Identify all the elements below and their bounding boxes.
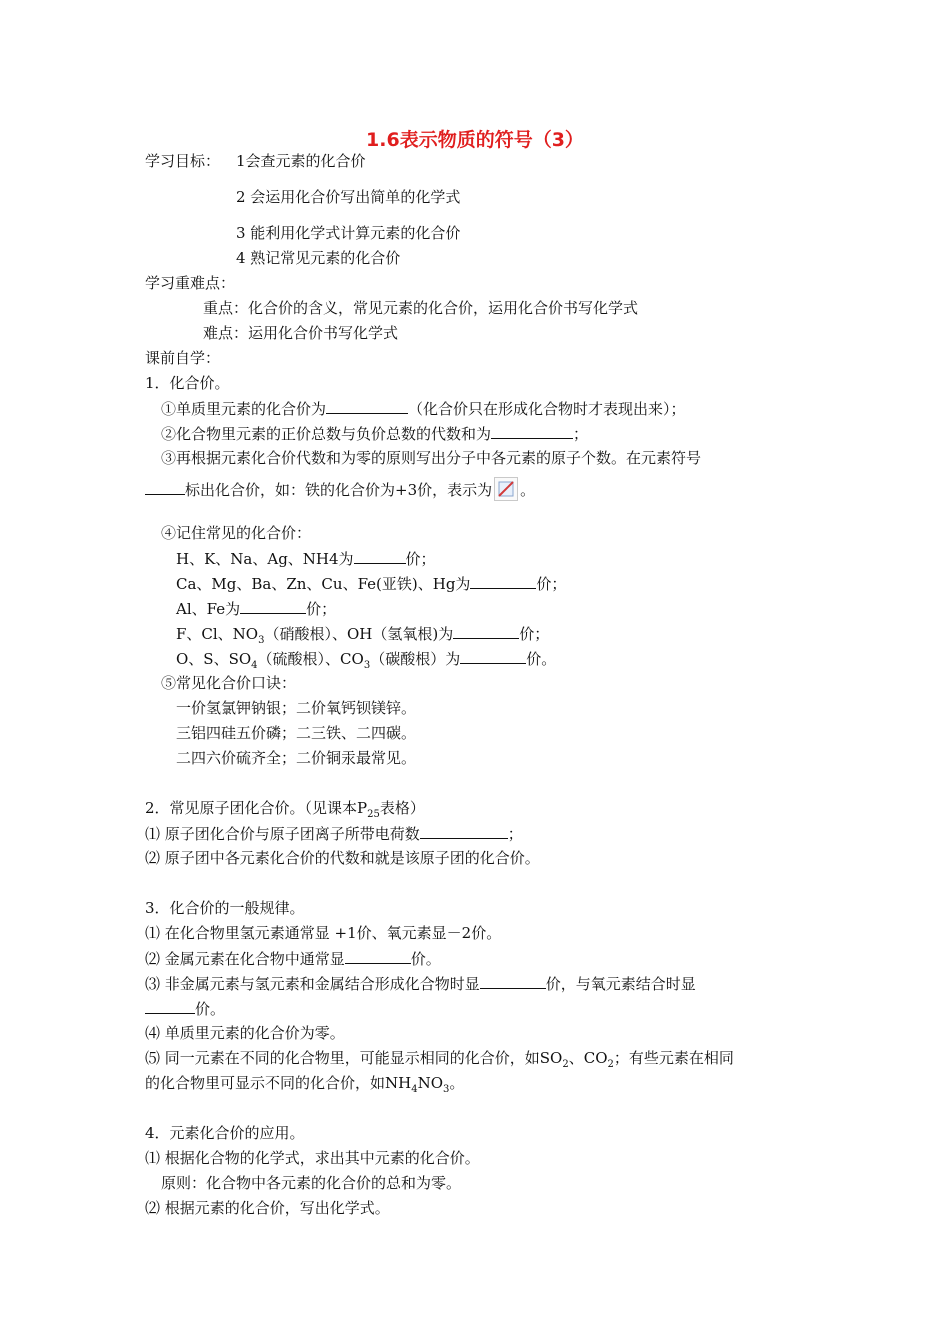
text: （硫酸根）、CO [257,650,364,668]
text: 价，与氧元素结合时显 [545,975,696,993]
paragraph: ⑵ 原子团中各元素化合价的代数和就是该原子团的化合价。 [145,849,540,867]
subscript: 4 [411,1084,418,1095]
section-heading: 3．化合价的一般规律。 [145,899,305,917]
objective-item: 2 会运用化合价写出简单的化学式 [236,188,461,206]
paragraph [145,823,523,844]
text: 价。 [195,1000,226,1018]
answer-blank [470,573,536,589]
subscript: 3 [443,1084,450,1095]
valence-item-3-cont [145,477,535,501]
subscript: 3 [363,660,371,671]
text: （硝酸根）、OH（氢氧根)为 [264,625,454,643]
subscript: 3 [258,635,265,646]
valence-item-3: ③再根据元素化合价代数和为零的原则写出分子中各元素的原子个数。在元素符号 [161,449,702,467]
text: 价。 [410,950,441,968]
valence-item-1 [161,398,686,419]
paragraph [145,1048,734,1075]
objective-item: 3 能利用化学式计算元素的化合价 [236,224,461,242]
answer-blank [491,423,573,439]
broken-image-icon [494,477,518,501]
text: ⑶ 非金属元素与氢元素和金属结合形成化合物时显 [145,975,480,993]
subscript: 2 [562,1059,569,1070]
answer-blank [240,598,306,614]
answer-blank [145,479,185,495]
valence-line-3 [176,598,336,619]
answer-blank [480,973,546,989]
key-points-label: 学习重难点： [145,274,236,292]
paragraph [145,948,441,969]
paragraph-cont [145,998,225,1019]
answer-blank [354,548,406,564]
text: 标出化合价，如：铁的化合价为+3价，表示为 [185,481,493,499]
valence-item-2 [161,423,588,444]
text: 的化合物里可显示不同的化合价，如NH [145,1074,412,1092]
valence-item-4: ④记住常见的化合价： [161,524,312,542]
difficult-point: 难点：运用化合价书写化学式 [203,324,399,342]
text: 价； [519,625,550,643]
rhyme-line: 三铝四硅五价磷；二三铁、二四碳。 [176,724,417,742]
text: 价； [405,550,436,568]
subscript: 4 [251,660,258,671]
rhyme-line: 一价氢氯钾钠银；二价氧钙钡镁锌。 [176,699,417,717]
text: ⑸ 同一元素在不同的化合物里，可能显示相同的化合价，如SO [145,1049,563,1067]
key-point: 重点：化合价的含义，常见元素的化合价，运用化合价书写化学式 [203,299,639,317]
text: （化合价只在形成化合物时才表现出来）； [408,400,686,418]
text: 。 [449,1074,465,1092]
valence-line-2 [176,573,566,594]
text: 价。 [526,650,557,668]
answer-blank [460,648,526,664]
paragraph [145,973,696,994]
objectives-label: 学习目标： [145,152,221,170]
text: ； [507,825,523,843]
subscript: 2 [607,1059,614,1070]
text: H、K、Na、Ag、NH4为 [176,550,354,568]
text: ①单质里元素的化合价为 [161,400,327,418]
rhyme-line: 二四六价硫齐全；二价铜汞最常见。 [176,749,417,767]
text: ⑵ 金属元素在化合物中通常显 [145,950,345,968]
answer-blank [420,823,508,839]
text: O、S、SO [176,650,252,668]
text: F、Cl、NO [176,625,259,643]
answer-blank [326,398,408,414]
objective-item: 1会查元素的化合价 [236,152,366,170]
objective-item: 4 熟记常见元素的化合价 [236,249,401,267]
principle: 原则：化合物中各元素的化合价的总和为零。 [161,1174,462,1192]
answer-blank [345,948,411,964]
text: 表格） [379,799,425,817]
text: Al、Fe为 [176,600,241,618]
text: （碳酸根）为 [370,650,461,668]
text: NO [417,1074,444,1092]
text: 2．常见原子团化合价。（见课本P [145,799,368,817]
text: ；有些元素在相同 [613,1049,734,1067]
valence-item-5: ⑤常见化合价口诀： [161,674,297,692]
answer-blank [145,998,195,1014]
text: 价； [306,600,337,618]
section-heading: 4．元素化合价的应用。 [145,1124,305,1142]
section-heading [145,798,425,825]
preview-label: 课前自学： [145,349,221,367]
valence-line-5 [176,648,556,676]
valence-line-4 [176,623,549,651]
section-heading: 1．化合价。 [145,374,230,392]
valence-line-1 [176,548,436,569]
paragraph: ⑵ 根据元素的化合价，写出化学式。 [145,1199,390,1217]
paragraph: ⑷ 单质里元素的化合价为零。 [145,1024,345,1042]
page-title: 1.6表示物质的符号（3） [366,129,584,151]
paragraph: ⑴ 根据化合物的化学式，求出其中元素的化合价。 [145,1149,480,1167]
text: ⑴ 原子团化合价与原子团离子所带电荷数 [145,825,420,843]
text: ②化合物里元素的正价总数与负价总数的代数和为 [161,425,492,443]
answer-blank [453,623,519,639]
text: 。 [520,481,536,499]
paragraph: ⑴ 在化合物里氢元素通常显 +1价、氧元素显－2价。 [145,924,502,942]
text: 、CO [568,1049,608,1067]
text: 价； [536,575,567,593]
paragraph-cont [145,1073,464,1100]
text: Ca、Mg、Ba、Zn、Cu、Fe(亚铁)、Hg为 [176,575,471,593]
text: ； [573,425,589,443]
subscript: 25 [367,809,380,820]
